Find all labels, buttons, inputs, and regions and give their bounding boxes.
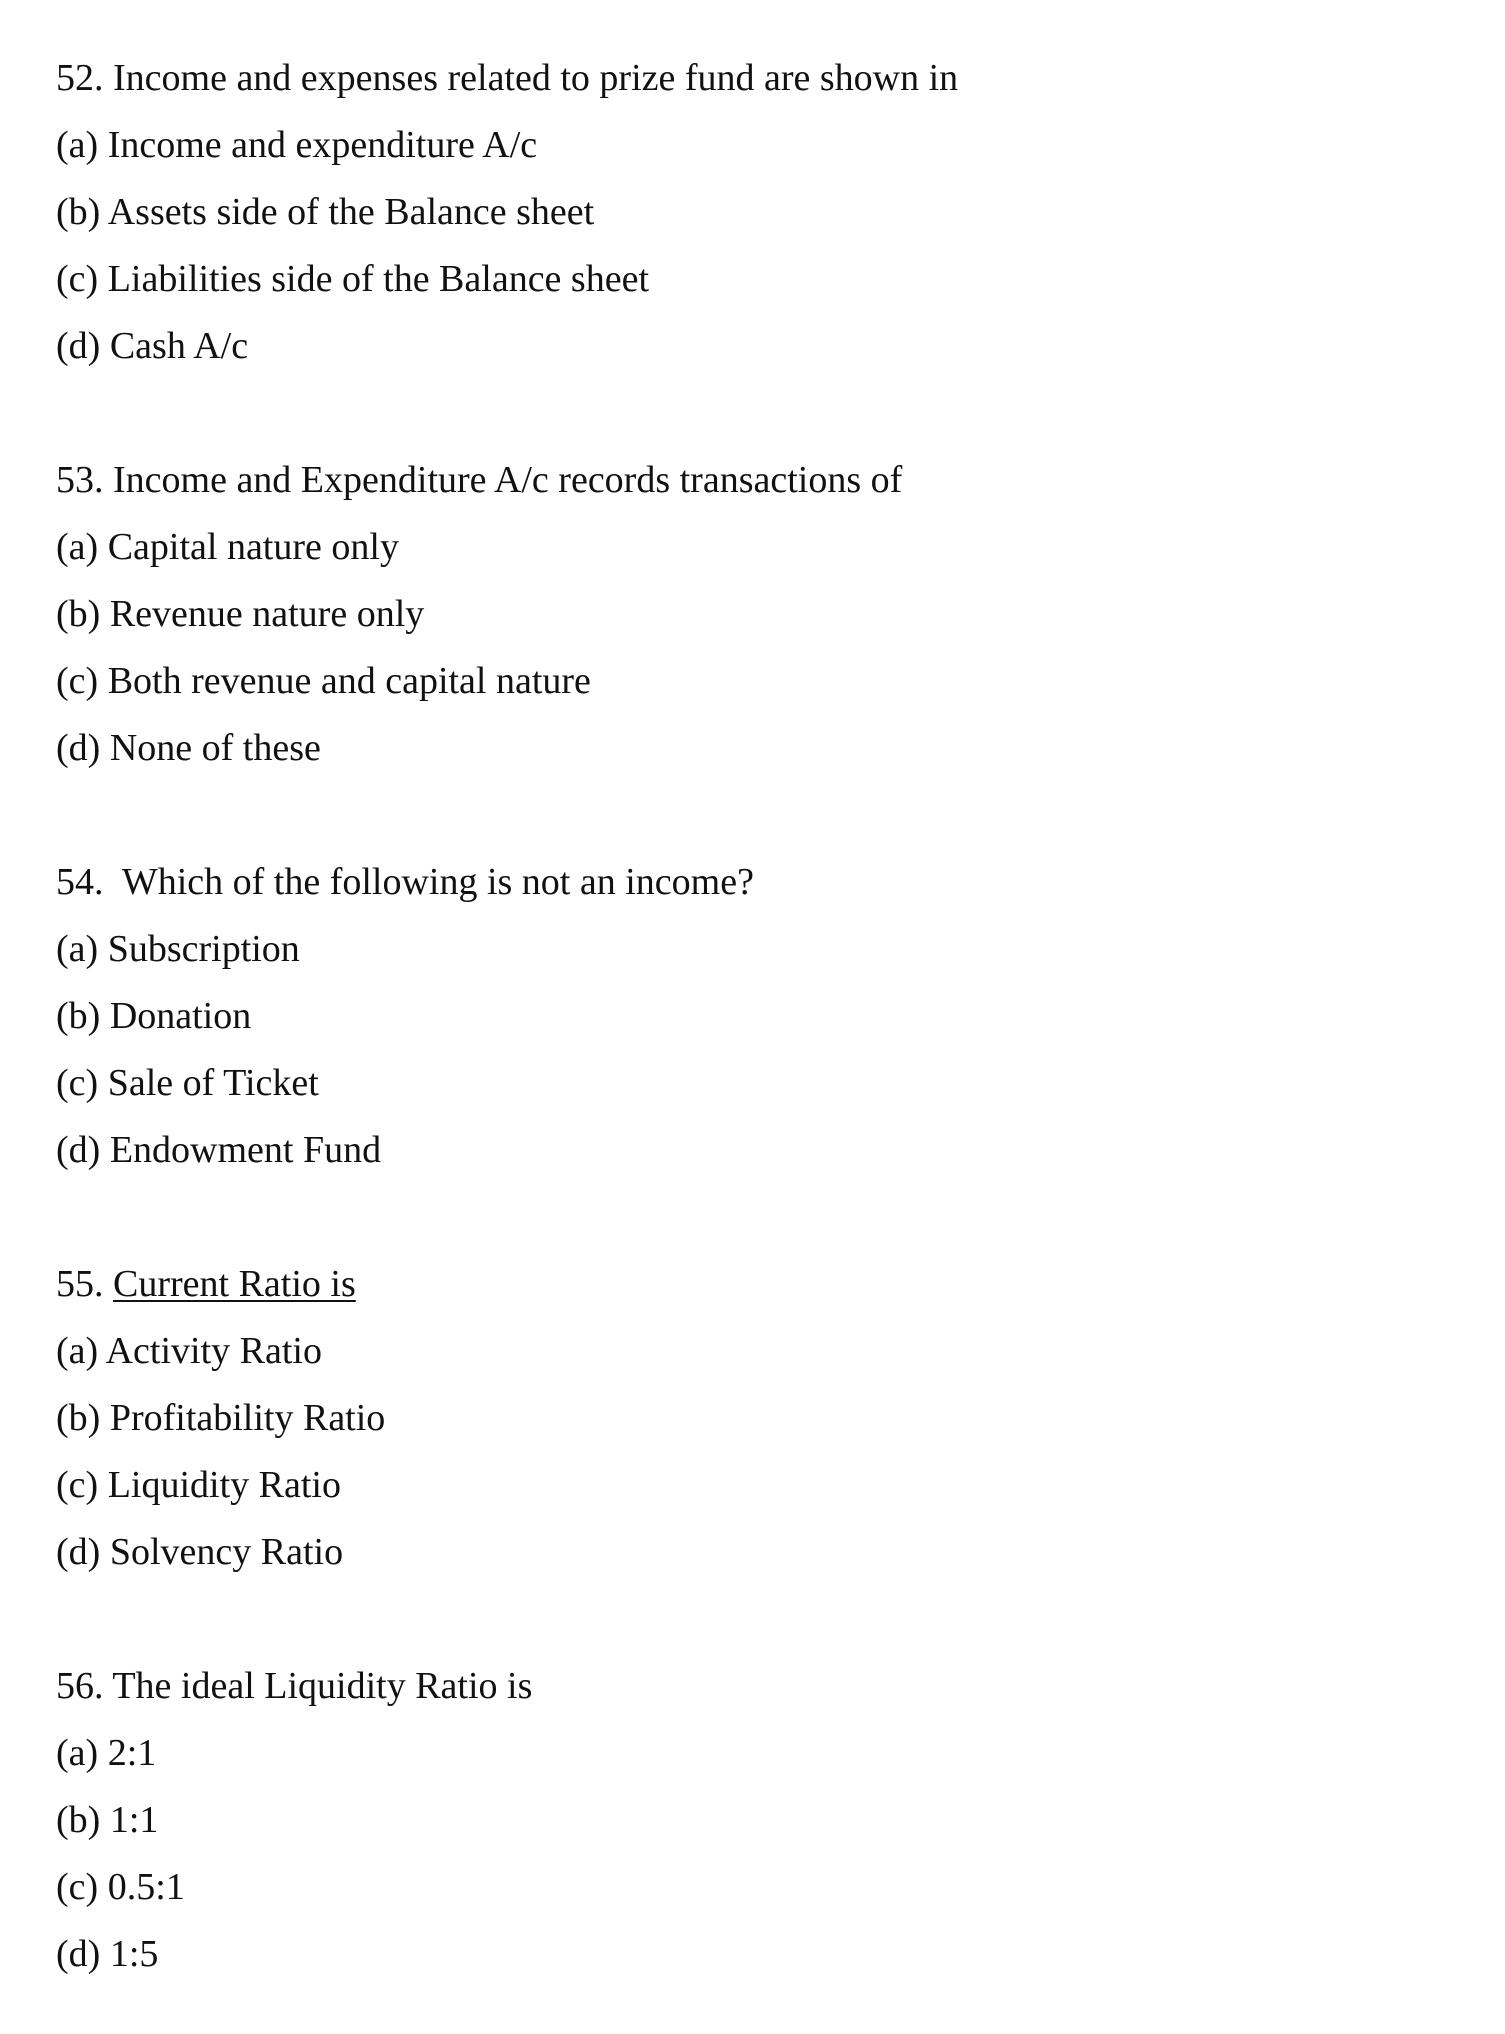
option-label: (a) bbox=[56, 928, 99, 970]
option-text: Donation bbox=[109, 995, 252, 1037]
question-56-option-d bbox=[56, 1935, 158, 1973]
question-53-option-c bbox=[56, 662, 591, 700]
question-text-underlined: Current Ratio is bbox=[113, 1263, 356, 1305]
option-text: Capital nature only bbox=[107, 526, 399, 568]
question-55-option-b bbox=[56, 1399, 385, 1437]
option-label: (b) bbox=[56, 593, 101, 635]
option-text: Activity Ratio bbox=[105, 1330, 322, 1372]
question-52-option-d bbox=[56, 327, 248, 365]
question-54-option-d bbox=[56, 1131, 381, 1169]
question-53-option-a bbox=[56, 528, 399, 566]
option-label: (b) bbox=[56, 191, 101, 233]
option-label: (d) bbox=[56, 1531, 101, 1573]
option-label: (c) bbox=[56, 1464, 99, 1506]
question-54-option-b bbox=[56, 997, 251, 1035]
question-55-option-d bbox=[56, 1533, 343, 1571]
option-label: (a) bbox=[56, 1732, 99, 1774]
question-number: 54. bbox=[56, 861, 104, 903]
question-56-option-c bbox=[56, 1868, 185, 1906]
option-text: Revenue nature only bbox=[109, 593, 425, 635]
question-number: 55. bbox=[56, 1263, 104, 1305]
option-label: (c) bbox=[56, 258, 99, 300]
question-53-stem bbox=[56, 461, 902, 499]
option-text: Liabilities side of the Balance sheet bbox=[107, 258, 650, 300]
question-text: Which of the following is not an income? bbox=[121, 861, 754, 903]
question-52-stem bbox=[56, 59, 958, 97]
option-label: (c) bbox=[56, 1866, 99, 1908]
question-text: Income and expenses related to prize fund are shown in bbox=[113, 57, 959, 99]
option-label: (c) bbox=[56, 660, 99, 702]
option-text: Solvency Ratio bbox=[109, 1531, 344, 1573]
option-label: (d) bbox=[56, 1933, 101, 1975]
question-52-option-c bbox=[56, 260, 649, 298]
option-text: Subscription bbox=[107, 928, 300, 970]
option-text: Sale of Ticket bbox=[107, 1062, 319, 1104]
option-text: Profitability Ratio bbox=[109, 1397, 386, 1439]
option-text: Income and expenditure A/c bbox=[107, 124, 538, 166]
option-label: (b) bbox=[56, 995, 101, 1037]
question-53-option-d bbox=[56, 729, 321, 767]
option-text: None of these bbox=[109, 727, 321, 769]
question-56-option-b bbox=[56, 1801, 158, 1839]
option-text: Endowment Fund bbox=[109, 1129, 382, 1171]
question-number: 52. bbox=[56, 57, 104, 99]
option-label: (a) bbox=[56, 526, 99, 568]
option-text: 1:5 bbox=[109, 1933, 159, 1975]
option-text: 1:1 bbox=[109, 1799, 159, 1841]
question-text: The ideal Liquidity Ratio is bbox=[112, 1665, 533, 1707]
option-label: (a) bbox=[56, 1330, 99, 1372]
question-text: Income and Expenditure A/c records transactions of bbox=[113, 459, 903, 501]
option-label: (c) bbox=[56, 1062, 99, 1104]
question-number: 53. bbox=[56, 459, 104, 501]
option-text: Liquidity Ratio bbox=[107, 1464, 341, 1506]
question-54-stem bbox=[56, 863, 754, 901]
question-52-option-b bbox=[56, 193, 594, 231]
question-55-option-c bbox=[56, 1466, 341, 1504]
question-55-option-a bbox=[56, 1332, 322, 1370]
question-54-option-c bbox=[56, 1064, 319, 1102]
question-55-stem bbox=[56, 1265, 356, 1303]
option-text: 0.5:1 bbox=[107, 1866, 185, 1908]
question-56-stem bbox=[56, 1667, 532, 1705]
question-52-option-a bbox=[56, 126, 537, 164]
option-label: (b) bbox=[56, 1397, 101, 1439]
option-text: Cash A/c bbox=[109, 325, 249, 367]
question-56-option-a bbox=[56, 1734, 156, 1772]
option-label: (b) bbox=[56, 1799, 101, 1841]
question-number: 56. bbox=[56, 1665, 104, 1707]
option-label: (d) bbox=[56, 325, 101, 367]
option-text: Both revenue and capital nature bbox=[107, 660, 591, 702]
option-text: Assets side of the Balance sheet bbox=[107, 191, 595, 233]
question-54-option-a bbox=[56, 930, 300, 968]
option-label: (d) bbox=[56, 727, 101, 769]
question-53-option-b bbox=[56, 595, 424, 633]
option-label: (a) bbox=[56, 124, 99, 166]
option-label: (d) bbox=[56, 1129, 101, 1171]
option-text: 2:1 bbox=[107, 1732, 157, 1774]
